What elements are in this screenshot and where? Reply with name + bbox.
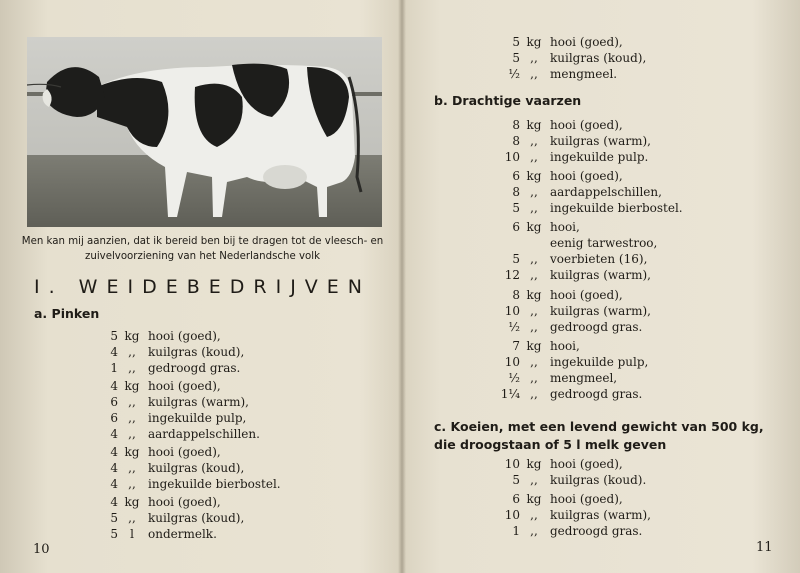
unit [520, 235, 548, 251]
feed-item: hooi (goed), [550, 35, 623, 49]
unit: ,, [128, 477, 136, 491]
ration-line [480, 200, 683, 216]
unit: ,, [530, 51, 538, 65]
ration-line [78, 494, 244, 510]
ration-line [78, 444, 281, 460]
section-heading-drachtige-vaarzen: b. Drachtige vaarzen [434, 93, 582, 108]
unit: kg [526, 118, 542, 132]
unit: ,, [530, 473, 538, 487]
quantity [480, 235, 520, 251]
quantity: ½ [508, 320, 520, 334]
unit: ,, [530, 320, 538, 334]
ration-line [480, 303, 651, 319]
ration-line [78, 360, 244, 376]
ration-line [78, 410, 260, 426]
feed-item: gedroogd gras. [550, 320, 643, 334]
unit: ,, [530, 185, 538, 199]
ration-group [480, 168, 683, 216]
section-heading-pinken: a. Pinken [34, 306, 100, 321]
feed-item: hooi, [550, 220, 580, 234]
feed-item: hooi (goed), [148, 329, 221, 343]
feed-item: kuilgras (koud). [550, 473, 647, 487]
unit: kg [526, 457, 542, 471]
quantity: 5 [512, 35, 520, 49]
feed-item: mengmeel, [550, 371, 618, 385]
quantity: 6 [110, 395, 118, 409]
ration-line [480, 523, 651, 539]
unit: kg [526, 492, 542, 506]
feed-item: gedroogd gras. [550, 524, 643, 538]
ration-line [480, 117, 651, 133]
feed-item: hooi (goed), [550, 118, 623, 132]
ration-line [480, 491, 651, 507]
ration-line [480, 251, 657, 267]
ration-line [480, 456, 646, 472]
quantity: 8 [512, 118, 520, 132]
unit: ,, [530, 268, 538, 282]
quantity: 10 [504, 150, 520, 164]
quantity: 1¼ [500, 387, 520, 401]
unit: kg [124, 379, 140, 393]
unit: ,, [128, 395, 136, 409]
feed-item: kuilgras (koud), [148, 461, 245, 475]
unit: ,, [128, 411, 136, 425]
unit: ,, [530, 355, 538, 369]
feed-item: hooi (goed), [148, 379, 221, 393]
unit: kg [124, 329, 140, 343]
quantity: 8 [512, 288, 520, 302]
feed-item: ingekuilde bierbostel. [148, 477, 281, 491]
ration-line [78, 460, 281, 476]
feed-item: kuilgras (warm), [550, 304, 651, 318]
feed-item: aardappelschillen. [148, 427, 260, 441]
feed-item: hooi (goed), [550, 169, 623, 183]
ration-line [480, 267, 657, 283]
ration-line [78, 378, 260, 394]
ration-line [78, 344, 244, 360]
unit: kg [526, 220, 542, 234]
feed-item: kuilgras (koud), [550, 51, 647, 65]
feed-item: hooi (goed), [550, 457, 623, 471]
ration-group [480, 287, 651, 335]
unit: ,, [128, 427, 136, 441]
feed-item: kuilgras (koud), [148, 345, 245, 359]
feed-item: ingekuilde pulp. [550, 150, 649, 164]
feed-item: hooi (goed), [550, 492, 623, 506]
unit: ,, [530, 67, 538, 81]
quantity: 5 [512, 201, 520, 215]
ration-group [78, 494, 244, 542]
quantity: 5 [512, 473, 520, 487]
quantity: 4 [110, 345, 118, 359]
quantity: 4 [110, 461, 118, 475]
feed-item: kuilgras (warm), [550, 508, 651, 522]
quantity: 6 [512, 169, 520, 183]
feed-item: hooi, [550, 339, 580, 353]
quantity: 7 [512, 339, 520, 353]
unit: kg [526, 169, 542, 183]
quantity: 5 [110, 511, 118, 525]
ration-line [480, 386, 648, 402]
ration-group [78, 378, 260, 442]
unit: l [130, 527, 134, 541]
quantity: 6 [512, 492, 520, 506]
unit: kg [526, 339, 542, 353]
unit: ,, [128, 461, 136, 475]
feed-item: aardappelschillen, [550, 185, 662, 199]
quantity: 4 [110, 427, 118, 441]
ration-line [480, 133, 651, 149]
feed-item: hooi (goed), [148, 495, 221, 509]
page-number-right: 11 [756, 540, 773, 555]
ration-line [480, 370, 648, 386]
feed-item: mengmeel. [550, 67, 618, 81]
feed-item: kuilgras (warm), [148, 395, 249, 409]
unit: kg [124, 495, 140, 509]
quantity: 4 [110, 477, 118, 491]
unit: ,, [530, 201, 538, 215]
section-heading-koeien: c. Koeien, met een levend gewicht van 500 kg, die droogstaan of 5 l melk geven [434, 419, 764, 452]
quantity: 10 [504, 355, 520, 369]
cow-photo [27, 37, 382, 227]
unit: ,, [128, 511, 136, 525]
quantity: ½ [508, 371, 520, 385]
ration-group [78, 328, 244, 376]
unit: ,, [530, 508, 538, 522]
ration-group [480, 338, 648, 402]
ration-group [480, 117, 651, 165]
ration-line [78, 510, 244, 526]
ration-line [480, 338, 648, 354]
unit: ,, [128, 345, 136, 359]
photo-caption: Men kan mij aanzien, dat ik bereid ben bij te dragen tot de vleesch- en zuivelvoorziening van het Nederlandsche volk [21, 236, 384, 262]
ration-line [480, 507, 651, 523]
quantity: 1 [110, 361, 118, 375]
feed-item: hooi (goed), [148, 445, 221, 459]
feed-item: ingekuilde bierbostel. [550, 201, 683, 215]
unit: ,, [530, 387, 538, 401]
ration-line [480, 66, 646, 82]
quantity: 10 [504, 457, 520, 471]
quantity: 5 [110, 329, 118, 343]
ration-group [480, 456, 646, 488]
unit: ,, [530, 150, 538, 164]
unit: ,, [530, 304, 538, 318]
unit: ,, [530, 134, 538, 148]
ration-line [480, 354, 648, 370]
ration-line [480, 184, 683, 200]
quantity: 4 [110, 445, 118, 459]
quantity: 5 [512, 51, 520, 65]
ration-line [78, 394, 260, 410]
quantity: 6 [110, 411, 118, 425]
quantity: 12 [504, 268, 520, 282]
quantity: 4 [110, 495, 118, 509]
feed-item: gedroogd gras. [550, 387, 643, 401]
feed-item: voerbieten (16), [550, 252, 648, 266]
feed-item: ondermelk. [148, 527, 217, 541]
ration-group [480, 219, 657, 283]
quantity: 5 [110, 527, 118, 541]
quantity: 4 [110, 379, 118, 393]
feed-item: eenig tarwestroo, [550, 236, 658, 250]
feed-item: hooi (goed), [550, 288, 623, 302]
feed-item: kuilgras (koud), [148, 511, 245, 525]
ration-line [480, 235, 657, 251]
unit: kg [526, 35, 542, 49]
ration-line [78, 426, 260, 442]
ration-group [78, 444, 281, 492]
unit: ,, [530, 252, 538, 266]
quantity: ½ [508, 67, 520, 81]
ration-line [480, 50, 646, 66]
ration-line [480, 472, 646, 488]
quantity: 8 [512, 134, 520, 148]
page-number-left: 10 [33, 542, 50, 557]
ration-line [78, 526, 244, 542]
ration-line [480, 168, 683, 184]
right-page [404, 0, 800, 573]
chapter-title: I. WEIDEBEDRIJVEN [34, 276, 372, 298]
unit: ,, [530, 371, 538, 385]
ration-line [480, 287, 651, 303]
quantity: 6 [512, 220, 520, 234]
ration-line [480, 319, 651, 335]
ration-line [78, 476, 281, 492]
feed-item: kuilgras (warm), [550, 268, 651, 282]
quantity: 5 [512, 252, 520, 266]
unit: kg [124, 445, 140, 459]
ration-group [480, 491, 651, 539]
feed-item: gedroogd gras. [148, 361, 241, 375]
feed-item: kuilgras (warm), [550, 134, 651, 148]
ration-line [480, 219, 657, 235]
cow-illustration [27, 37, 382, 227]
unit: kg [526, 288, 542, 302]
ration-line [480, 149, 651, 165]
quantity: 1 [512, 524, 520, 538]
ration-group [480, 34, 646, 82]
quantity: 8 [512, 185, 520, 199]
ration-line [78, 328, 244, 344]
ration-line [480, 34, 646, 50]
feed-item: ingekuilde pulp, [148, 411, 247, 425]
unit: ,, [530, 524, 538, 538]
quantity: 10 [504, 304, 520, 318]
unit: ,, [128, 361, 136, 375]
quantity: 10 [504, 508, 520, 522]
feed-item: ingekuilde pulp, [550, 355, 649, 369]
